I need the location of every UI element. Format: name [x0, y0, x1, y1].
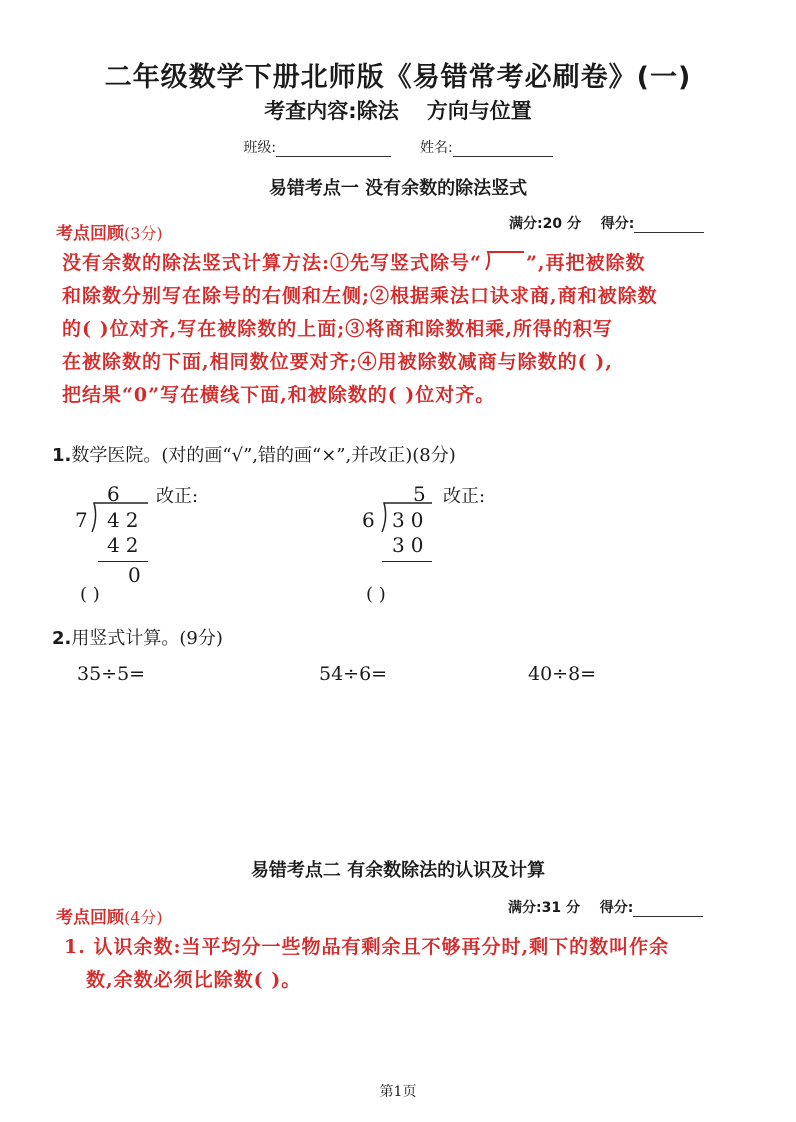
section2-review-points: (4分) [124, 908, 163, 927]
division-b-line [382, 561, 432, 562]
section2-review-text [64, 931, 764, 997]
division-a-line [98, 561, 148, 562]
division-a [70, 478, 270, 608]
section1-score-field[interactable] [634, 218, 704, 233]
section1-review-label: 考点回顾 [56, 224, 124, 244]
division-a-quotient: 6 [107, 482, 126, 506]
name-label: 姓名: [419, 140, 453, 156]
review-line-1: 没有余数的除法竖式计算方法:①先写竖式除号“ ”,再把被除数 [62, 252, 646, 274]
division-b-fix-label: 改正: [443, 486, 486, 507]
section2-full-score: 满分:31 分 [508, 900, 580, 916]
page-title: 二年级数学下册北师版《易错常考必刷卷》(一) [104, 62, 692, 93]
question-1-text: 数学医院。(对的画“√”,错的画“×”,并改正)(8分) [71, 445, 456, 466]
review-line-4: 在被除数的下面,相同数位要对齐;④用被除数减商与除数的( ), [62, 351, 613, 373]
question-2 [52, 624, 223, 650]
section1-review-points: (3分) [124, 224, 163, 243]
section2-score [508, 897, 703, 917]
section2-score-label: 得分: [599, 900, 634, 916]
section1-title: 易错考点一 没有余数的除法竖式 [268, 178, 528, 199]
division-b-divisor: 6 [362, 508, 381, 532]
calc-item-3: 40÷8= [528, 663, 597, 685]
subtitle-content: 考查内容:除法 [264, 99, 399, 123]
page-subtitle [0, 95, 796, 125]
question-1-number: 1. [52, 445, 72, 466]
division-b-product: 30 [392, 533, 430, 557]
review-line-3: 的( )位对齐,写在被除数的上面;③将商和除数相乘,所得的积写 [62, 318, 613, 340]
division-b-judge-blank[interactable]: ( ) [366, 584, 386, 605]
division-b-dividend: 30 [392, 508, 430, 532]
division-b [360, 478, 560, 608]
subtitle-topic: 方向与位置 [426, 99, 532, 123]
section1-score [509, 213, 704, 233]
section1-review-text [62, 247, 762, 412]
section2-review-line-2: 数,余数必须比除数( )。 [86, 969, 302, 991]
division-bracket-icon [482, 250, 526, 272]
division-a-dividend: 42 [107, 508, 145, 532]
review-line-5: 把结果“0”写在横线下面,和被除数的( )位对齐。 [62, 384, 496, 406]
class-label: 班级: [243, 140, 277, 156]
section2-review-label: 考点回顾 [56, 908, 124, 928]
division-a-divisor: 7 [75, 508, 94, 532]
section2-title: 易错考点二 有余数除法的认识及计算 [250, 860, 546, 881]
section1-full-score: 满分:20 分 [509, 216, 581, 232]
page-number: 第1页 [379, 1084, 417, 1100]
review-line-2: 和除数分别写在除号的右侧和左侧;②根据乘法口诀求商,商和被除数 [62, 285, 658, 307]
question-2-text: 用竖式计算。(9分) [71, 628, 223, 649]
division-a-remainder: 0 [128, 563, 147, 587]
division-b-quotient: 5 [413, 482, 432, 506]
section1-review-head [56, 219, 163, 244]
student-info [0, 137, 796, 157]
name-field[interactable] [453, 142, 553, 157]
question-1 [52, 441, 456, 467]
division-a-fix-label: 改正: [156, 486, 199, 507]
division-a-judge-blank[interactable]: ( ) [80, 584, 100, 605]
class-field[interactable] [276, 142, 391, 157]
calc-item-1: 35÷5= [77, 663, 146, 685]
division-a-product: 42 [107, 533, 145, 557]
section2-score-field[interactable] [633, 902, 703, 917]
section2-review-head [56, 903, 163, 928]
question-2-number: 2. [52, 628, 72, 649]
section2-review-line-1: 1. 认识余数:当平均分一些物品有剩余且不够再分时,剩下的数叫作余 [64, 936, 670, 958]
section1-score-label: 得分: [600, 216, 635, 232]
calc-item-2: 54÷6= [319, 663, 388, 685]
